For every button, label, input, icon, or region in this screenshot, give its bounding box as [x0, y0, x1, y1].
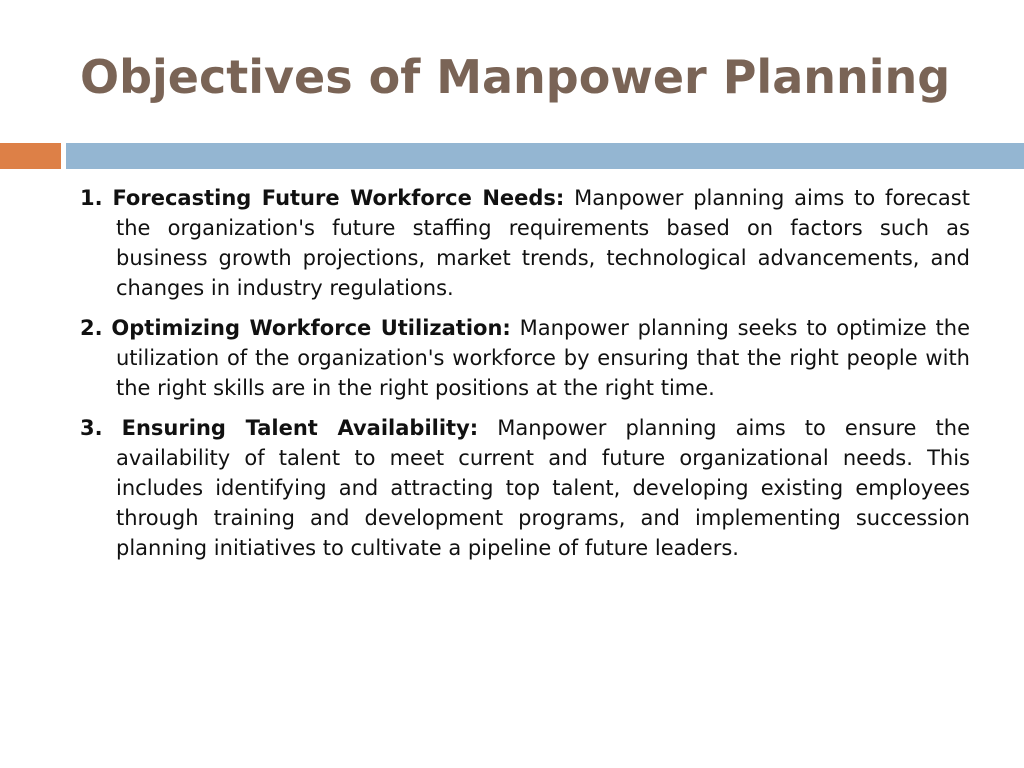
- objective-item-forecasting: [80, 183, 970, 303]
- objective-item-talent: [80, 413, 970, 563]
- objective-number: 1.: [80, 186, 103, 210]
- objective-description: Manpower planning seeks to optimize the utilization of the organization's workforce by ensuring that the right people with the right skills are in the right positions at the right time.: [116, 316, 970, 400]
- objective-item-utilization: [80, 313, 970, 403]
- objective-number: 3.: [80, 416, 103, 440]
- objective-heading: Optimizing Workforce Utilization:: [111, 316, 511, 340]
- objective-heading: Forecasting Future Workforce Needs:: [112, 186, 565, 210]
- objective-description: Manpower planning aims to ensure the availability of talent to meet current and future organizational needs. This includes identifying and attracting top talent, developing existing employees through training and development programs, and implementing succession planning initiatives to cultivate a pipeline of future leaders.: [116, 416, 970, 560]
- objective-number: 2.: [80, 316, 103, 340]
- objective-heading: Ensuring Talent Availability:: [121, 416, 479, 440]
- slide-title: Objectives of Manpower Planning: [80, 50, 951, 104]
- accent-bar-orange: [0, 143, 61, 169]
- objectives-list: [80, 183, 970, 573]
- accent-bar-blue: [66, 143, 1024, 169]
- objective-description: Manpower planning aims to forecast the organization's future staffing requirements based on factors such as business growth projections, market trends, technological advancements, and changes in industry regulations.: [116, 186, 970, 300]
